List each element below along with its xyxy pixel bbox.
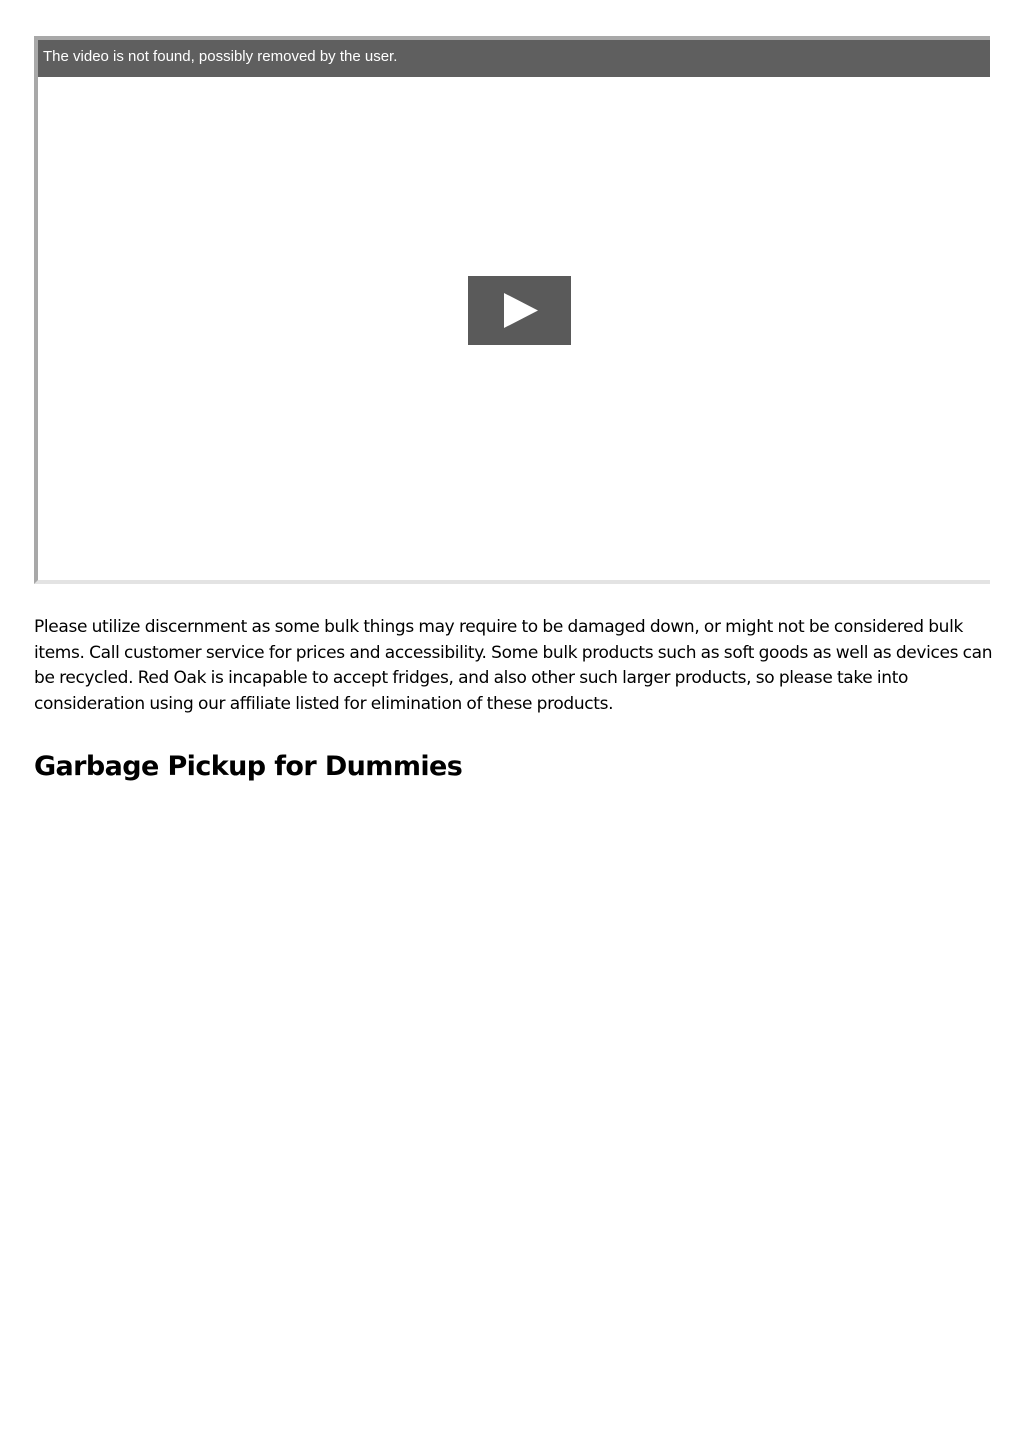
video-error-bar xyxy=(38,40,990,77)
play-icon xyxy=(468,276,571,345)
play-button[interactable] xyxy=(468,276,571,345)
article-paragraph: Please utilize discernment as some bulk things may require to be damaged down, or might not be considered bulk items. Call customer service for prices and accessibility. Some bulk products such as soft goods as well as devices can be recycled. Red Oak is incapable to accept fridges, and also other such larger products, so please take into consideration using our affiliate listed for elimination of these products. xyxy=(34,617,993,715)
video-player[interactable] xyxy=(34,36,990,584)
section-heading: Garbage Pickup for Dummies xyxy=(34,751,463,782)
video-error-message: The video is not found, possibly removed by the user. xyxy=(43,48,398,65)
